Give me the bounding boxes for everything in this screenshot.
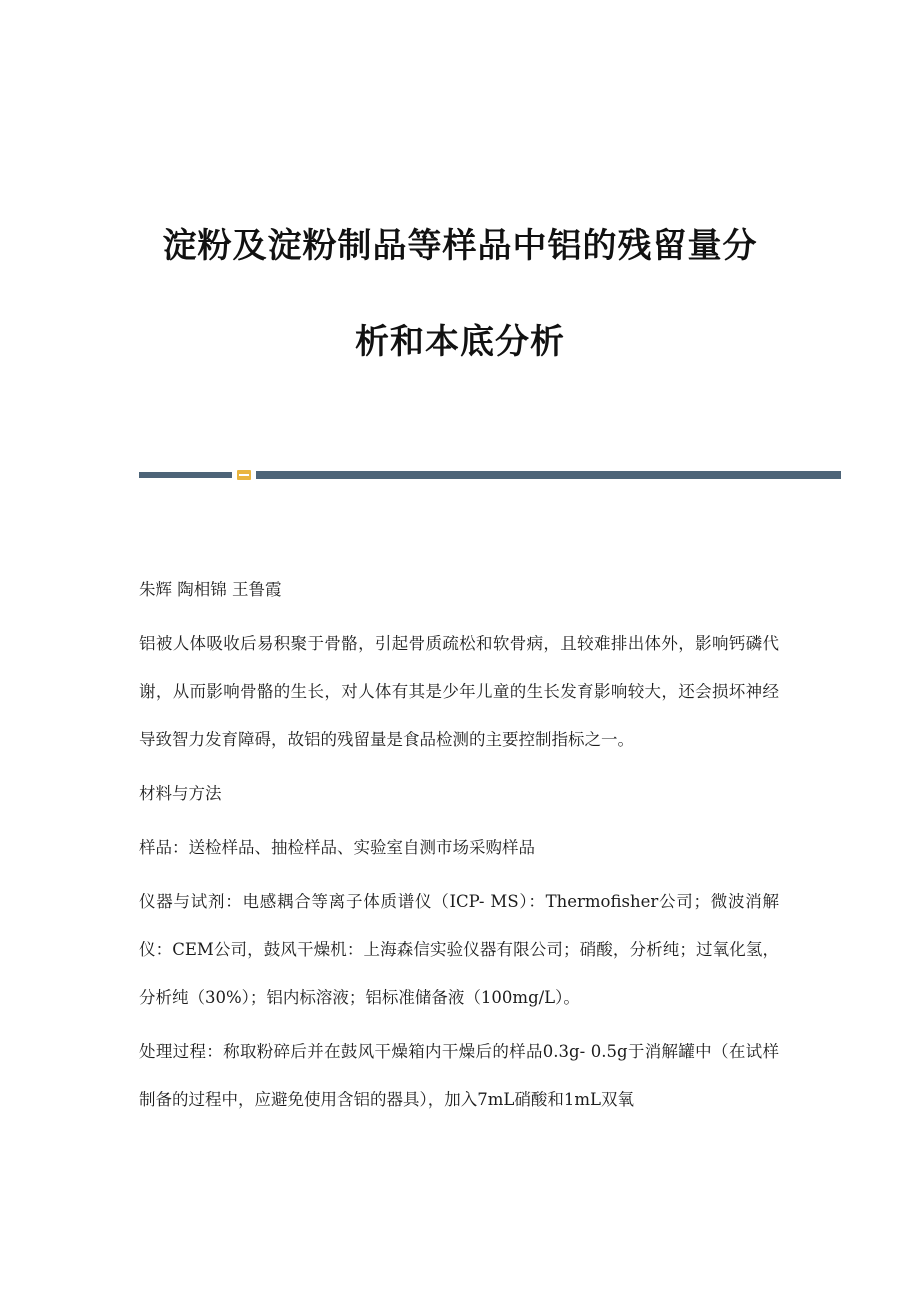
paragraph-samples: 样品：送检样品、抽检样品、实验室自测市场采购样品 [139,838,535,857]
paragraph-instruments: 仪器与试剂：电感耦合等离子体质谱仪（ICP- MS）：Thermofisher公司；微波消解仪：CEM公司，鼓风干燥机：上海森信实验仪器有限公司；硝酸，分析纯；过氧化氢，分析纯（30%）；铝内标溶液；铝标准储备液（100mg/L）。 [139,892,779,1007]
document-body [139,566,779,1130]
paragraph-intro: 铝被人体吸收后易积聚于骨骼，引起骨质疏松和软骨病，且较难排出体外，影响钙磷代谢，从而影响骨骼的生长，对人体有其是少年儿童的生长发育影响较大，还会损坏神经导致智力发育障碍，故铝的残留量是食品检测的主要控制指标之一。 [139,634,779,749]
document-title-line-2: 析和本底分析 [355,322,565,362]
divider-bar-left [139,472,232,478]
section-heading-materials-methods: 材料与方法 [139,784,222,803]
divider-bar-right [256,471,841,479]
title-divider [139,470,841,480]
paragraph-procedure: 处理过程：称取粉碎后并在鼓风干燥箱内干燥后的样品0.3g- 0.5g于消解罐中（在试样制备的过程中，应避免使用含铝的器具），加入7mL硝酸和1mL双氧 [139,1042,779,1109]
divider-ornament-icon [237,470,251,480]
document-title-line-1: 淀粉及淀粉制品等样品中铝的残留量分 [162,226,758,266]
authors-line: 朱辉 陶相锦 王鲁霞 [139,580,282,599]
